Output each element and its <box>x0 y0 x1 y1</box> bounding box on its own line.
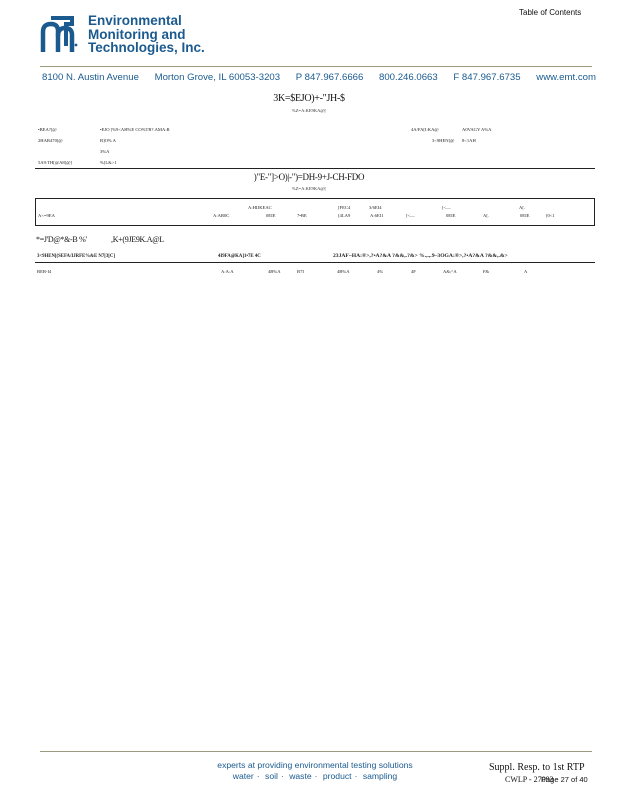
results-table-header <box>35 198 595 226</box>
bates-number: CWLP - 27093 <box>505 775 554 784</box>
table-row <box>35 269 595 277</box>
footer-tagline: experts at providing environmental testing solutions <box>217 760 413 770</box>
table-header: 0EIE <box>520 213 530 218</box>
page-number: Page 27 of 40 <box>541 775 588 784</box>
table-header: A<=9EA <box>38 213 55 218</box>
suppl-response-label: Suppl. Resp. to 1st RTP <box>489 762 585 773</box>
table-header-top: A[. <box>519 205 525 210</box>
emt-logo-icon <box>40 14 80 56</box>
table-cell: BEB-I4 <box>37 269 52 274</box>
website-link[interactable]: www.emt.com <box>536 72 596 83</box>
results-subrow-cell: 3<9HEN[(SEFA/IJRFE%&E N7[3[C] <box>37 254 115 259</box>
table-header: [0<1 <box>546 213 555 218</box>
results-section-title: *=J'D@*&-B %' <box>36 235 87 244</box>
table-header-top: 3/6EI4 <box>369 205 382 210</box>
table-cell: A <box>524 269 528 274</box>
info-label-3: 5A9:TH[@A8[@] <box>38 160 72 165</box>
street-address: 8100 N. Austin Avenue <box>42 72 139 83</box>
company-line-2: Monitoring and <box>88 26 186 42</box>
table-header-top: A:HIJKEAC <box>248 205 272 210</box>
results-subrow-cell: 23JAF~HA:®>,?•A?&A ?&&,.?&> %.,.,.9~3OGA:®>,?•A?&A ?&&,.&> <box>333 253 508 259</box>
section-title: )"E-"]>O)|-")=DH-9+J-CH-FDO <box>253 172 365 182</box>
info-label-1: •BEA?[@ <box>38 127 57 132</box>
table-header: A:6EI1 <box>370 213 384 218</box>
report-subtitle: %Z=A:KE9KA@[ <box>292 108 326 113</box>
phone-number: P 847.967.6666 <box>295 72 364 83</box>
city-address: Morton Grove, IL 60053-3203 <box>154 72 281 83</box>
info-right-value-2: 8<1AH <box>462 138 476 143</box>
service-waste: waste <box>289 771 312 781</box>
info-right-value-1: A0VAGY A%A <box>462 127 492 132</box>
info-divider <box>35 168 595 169</box>
table-cell: 4B%A <box>268 269 281 274</box>
company-line-1: Environmental <box>88 13 182 28</box>
table-header: 0EIE <box>266 213 276 218</box>
info-right-label-1: 4A/FA[I:KA@ <box>411 127 439 132</box>
service-product: product <box>322 771 352 781</box>
info-value-1: •EJO [%9<AH%E CO%TR?.AMA:R <box>100 127 170 132</box>
info-right-label-2: 3<9HEN[@ <box>432 138 455 143</box>
results-subrow-cell: 4I9FA@KA]1•7E 4C <box>218 254 261 259</box>
info-value-2: B]O% A <box>100 138 116 143</box>
table-of-contents-link[interactable]: Table of Contents <box>519 8 582 17</box>
section-subtitle: %Z=A:KE9KA@[ <box>292 186 326 191</box>
table-cell: A:A:A <box>221 269 234 274</box>
table-header-top: [<— <box>442 205 451 210</box>
service-soil: soil <box>265 771 278 781</box>
header-divider <box>40 66 592 67</box>
results-divider <box>35 262 595 263</box>
table-cell: F& <box>483 269 490 274</box>
table-header: [<— <box>406 213 415 218</box>
company-name <box>88 14 205 55</box>
tollfree-number: 800.246.0663 <box>379 72 438 83</box>
address-bar <box>42 72 594 83</box>
table-header-top: [FEC4 <box>338 205 351 210</box>
footer-tagline-block <box>195 760 435 782</box>
company-line-3: Technologies, Inc. <box>88 40 205 55</box>
table-cell: B7I <box>297 269 304 274</box>
fax-number: F 847.967.6735 <box>453 72 521 83</box>
report-title: 3K=$EJO)+-"JH-$ <box>273 93 345 104</box>
info-value-4: %[L&>1 <box>100 160 117 165</box>
info-label-2: 2HAB470[@ <box>38 138 63 143</box>
footer-divider <box>40 751 592 752</box>
table-header: 7•BE <box>297 213 307 218</box>
footer-services: water · soil · waste · product · sampling <box>232 771 398 781</box>
table-header: [4LA9 <box>338 213 351 218</box>
table-cell: A&;^A <box>443 269 457 274</box>
table-header: A:AB0C <box>213 213 230 218</box>
service-water: water <box>232 771 254 781</box>
table-header: A[. <box>483 213 489 218</box>
table-cell: 4B%A <box>337 269 350 274</box>
table-cell: 4% <box>377 269 384 274</box>
service-sampling: sampling <box>362 771 398 781</box>
table-header: 0EIE <box>446 213 456 218</box>
table-cell: 4F <box>411 269 416 274</box>
info-value-3: 3%A <box>100 149 110 154</box>
results-section-title-2: ,K+(9JE9K.A@L <box>111 235 164 244</box>
